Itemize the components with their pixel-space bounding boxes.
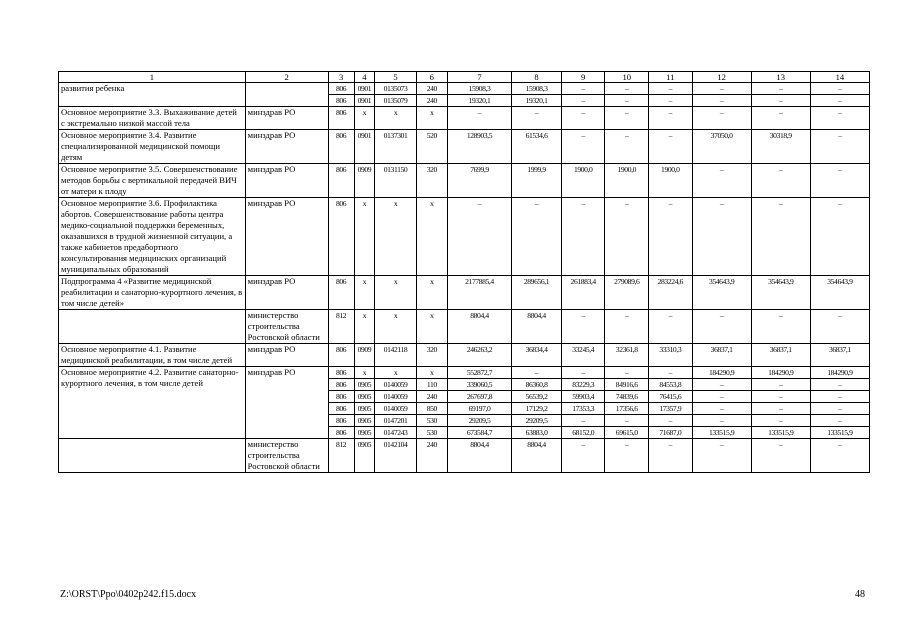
value-cell: 61534,6	[512, 130, 562, 164]
measure-name-cell: Основное мероприятие 4.2. Развитие санаторно-курортного лечения, в том числе детей	[59, 367, 246, 439]
value-cell: 0905	[354, 379, 375, 391]
value-cell: 86360,8	[512, 379, 562, 391]
value-cell: 84916,6	[605, 379, 649, 391]
value-cell: 69615,0	[605, 427, 649, 439]
measure-name-cell: Подпрограмма 4 «Развитие медицинской реабилитации и санаторно-курортного лечения, в том числе детей»	[59, 276, 246, 310]
value-cell: 2177885,4	[447, 276, 511, 310]
header-cell: 1	[59, 72, 246, 83]
table-row	[59, 344, 870, 367]
value-cell: 15908,3	[512, 83, 562, 95]
value-cell: 0909	[354, 344, 375, 367]
value-cell: –	[751, 83, 810, 95]
executor-cell	[245, 83, 328, 107]
header-cell: 3	[328, 72, 354, 83]
value-cell: 0137301	[375, 130, 416, 164]
value-cell: –	[810, 198, 869, 276]
value-cell: –	[561, 415, 605, 427]
value-cell: 36837,1	[810, 344, 869, 367]
value-cell: 0140059	[375, 379, 416, 391]
value-cell: –	[447, 198, 511, 276]
value-cell: 36837,1	[692, 344, 751, 367]
value-cell: 240	[416, 95, 447, 107]
value-cell: х	[416, 367, 447, 379]
value-cell: –	[605, 198, 649, 276]
header-cell: 10	[605, 72, 649, 83]
footer-page-number: 48	[855, 589, 865, 600]
executor-cell: минздрав РО	[245, 198, 328, 276]
value-cell: –	[751, 391, 810, 403]
value-cell: 806	[328, 83, 354, 95]
executor-cell: минздрав РО	[245, 344, 328, 367]
footer-filename: Z:\ORST\Ppo\0402p242.f15.docx	[60, 589, 197, 600]
value-cell: –	[810, 95, 869, 107]
value-cell: –	[512, 367, 562, 379]
value-cell: х	[354, 276, 375, 310]
value-cell: –	[561, 367, 605, 379]
value-cell: 184290,9	[751, 367, 810, 379]
value-cell: –	[810, 83, 869, 95]
value-cell: 0140059	[375, 391, 416, 403]
value-cell: –	[649, 130, 693, 164]
table-row	[59, 107, 870, 130]
header-cell: 14	[810, 72, 869, 83]
value-cell: 36834,4	[512, 344, 562, 367]
value-cell: –	[751, 95, 810, 107]
value-cell: –	[751, 403, 810, 415]
value-cell: 320	[416, 164, 447, 198]
value-cell: 673584,7	[447, 427, 511, 439]
value-cell: 32361,8	[605, 344, 649, 367]
value-cell: 128903,5	[447, 130, 511, 164]
value-cell: 0147201	[375, 415, 416, 427]
value-cell: х	[354, 367, 375, 379]
value-cell: 1900,0	[649, 164, 693, 198]
budget-table	[58, 71, 870, 473]
value-cell: х	[416, 310, 447, 344]
value-cell: –	[649, 415, 693, 427]
value-cell: 0905	[354, 403, 375, 415]
value-cell: х	[416, 107, 447, 130]
header-cell: 11	[649, 72, 693, 83]
value-cell: –	[810, 403, 869, 415]
value-cell: 0147243	[375, 427, 416, 439]
value-cell: 8804,4	[447, 439, 511, 473]
value-cell: –	[649, 367, 693, 379]
value-cell: 84553,8	[649, 379, 693, 391]
value-cell: 1900,0	[561, 164, 605, 198]
value-cell: 17353,3	[561, 403, 605, 415]
value-cell: –	[810, 379, 869, 391]
value-cell: –	[561, 130, 605, 164]
value-cell: 33245,4	[561, 344, 605, 367]
value-cell: –	[692, 415, 751, 427]
value-cell: 63883,0	[512, 427, 562, 439]
value-cell: 0135073	[375, 83, 416, 95]
value-cell: 184290,9	[692, 367, 751, 379]
value-cell: 261883,4	[561, 276, 605, 310]
value-cell: 83229,3	[561, 379, 605, 391]
value-cell: –	[810, 391, 869, 403]
value-cell: 17357,9	[649, 403, 693, 415]
value-cell: 19320,1	[512, 95, 562, 107]
value-cell: 1900,0	[605, 164, 649, 198]
table-row	[59, 198, 870, 276]
value-cell: 240	[416, 83, 447, 95]
value-cell: –	[692, 439, 751, 473]
value-cell: 59903,4	[561, 391, 605, 403]
measure-name-cell: Основное мероприятие 3.4. Развитие специализированной медицинской помощи детям	[59, 130, 246, 164]
value-cell: –	[605, 83, 649, 95]
value-cell: 33310,3	[649, 344, 693, 367]
value-cell: х	[375, 367, 416, 379]
value-cell: 184290,9	[810, 367, 869, 379]
value-cell: 806	[328, 415, 354, 427]
value-cell: 133515,9	[692, 427, 751, 439]
value-cell: 17129,2	[512, 403, 562, 415]
value-cell: –	[692, 198, 751, 276]
value-cell: 806	[328, 403, 354, 415]
executor-cell: минздрав РО	[245, 276, 328, 310]
value-cell: 240	[416, 439, 447, 473]
header-cell: 9	[561, 72, 605, 83]
value-cell: 0131150	[375, 164, 416, 198]
value-cell: 19320,1	[447, 95, 511, 107]
value-cell: 8804,4	[512, 439, 562, 473]
value-cell: 806	[328, 427, 354, 439]
value-cell: 246263,2	[447, 344, 511, 367]
value-cell: 339060,5	[447, 379, 511, 391]
value-cell: 283224,6	[649, 276, 693, 310]
value-cell: 806	[328, 367, 354, 379]
measure-name-cell: Основное мероприятие 4.1. Развитие медицинской реабилитации, в том числе детей	[59, 344, 246, 367]
value-cell: –	[692, 310, 751, 344]
executor-cell: министерство строительства Ростовской области	[245, 310, 328, 344]
value-cell: –	[751, 415, 810, 427]
value-cell: –	[692, 95, 751, 107]
value-cell: 0142104	[375, 439, 416, 473]
value-cell: 806	[328, 344, 354, 367]
executor-cell: минздрав РО	[245, 130, 328, 164]
value-cell: 8804,4	[447, 310, 511, 344]
value-cell: х	[375, 276, 416, 310]
value-cell: 0135079	[375, 95, 416, 107]
value-cell: –	[751, 310, 810, 344]
value-cell: х	[354, 198, 375, 276]
value-cell: 74839,6	[605, 391, 649, 403]
value-cell: 110	[416, 379, 447, 391]
value-cell: 0905	[354, 427, 375, 439]
value-cell: 806	[328, 130, 354, 164]
value-cell: –	[649, 95, 693, 107]
value-cell: 320	[416, 344, 447, 367]
measure-name-cell	[59, 439, 246, 473]
executor-cell: минздрав РО	[245, 164, 328, 198]
table-row	[59, 83, 870, 95]
value-cell: 806	[328, 276, 354, 310]
value-cell: 7699,9	[447, 164, 511, 198]
value-cell: 68152,0	[561, 427, 605, 439]
value-cell: –	[751, 379, 810, 391]
value-cell: 0905	[354, 391, 375, 403]
value-cell: –	[512, 198, 562, 276]
value-cell: 289656,1	[512, 276, 562, 310]
value-cell: –	[561, 83, 605, 95]
value-cell: 0905	[354, 415, 375, 427]
value-cell: –	[561, 198, 605, 276]
value-cell: 0909	[354, 164, 375, 198]
value-cell: 36837,1	[751, 344, 810, 367]
value-cell: х	[375, 198, 416, 276]
value-cell: 133515,9	[810, 427, 869, 439]
value-cell: 0140059	[375, 403, 416, 415]
value-cell: –	[810, 310, 869, 344]
value-cell: х	[354, 310, 375, 344]
header-cell: 5	[375, 72, 416, 83]
value-cell: –	[561, 310, 605, 344]
value-cell: 806	[328, 164, 354, 198]
value-cell: –	[561, 107, 605, 130]
value-cell: –	[692, 107, 751, 130]
value-cell: –	[810, 415, 869, 427]
value-cell: –	[649, 310, 693, 344]
value-cell: –	[692, 391, 751, 403]
value-cell: –	[692, 403, 751, 415]
value-cell: –	[561, 95, 605, 107]
value-cell: –	[649, 83, 693, 95]
value-cell: 240	[416, 391, 447, 403]
value-cell: 69197,0	[447, 403, 511, 415]
value-cell: –	[810, 107, 869, 130]
table-row	[59, 367, 870, 379]
value-cell: х	[416, 198, 447, 276]
value-cell: –	[605, 130, 649, 164]
value-cell: х	[375, 310, 416, 344]
value-cell: –	[605, 310, 649, 344]
value-cell: 354643,9	[810, 276, 869, 310]
value-cell: –	[605, 415, 649, 427]
header-row	[59, 72, 870, 83]
value-cell: 850	[416, 403, 447, 415]
value-cell: 30318,9	[751, 130, 810, 164]
value-cell: –	[751, 198, 810, 276]
executor-cell: минздрав РО	[245, 107, 328, 130]
value-cell: –	[751, 107, 810, 130]
value-cell: 806	[328, 198, 354, 276]
measure-name-cell: Основное мероприятие 3.5. Совершенствование методов борьбы с вертикальной передачей ВИЧ от матери к плоду	[59, 164, 246, 198]
value-cell: –	[605, 95, 649, 107]
header-cell: 8	[512, 72, 562, 83]
value-cell: –	[605, 439, 649, 473]
value-cell: –	[605, 367, 649, 379]
value-cell: 806	[328, 379, 354, 391]
executor-cell: минздрав РО	[245, 367, 328, 439]
value-cell: 15908,3	[447, 83, 511, 95]
measure-name-cell: Основное мероприятие 3.6. Профилактика абортов. Совершенствование работы центра медико-социальной поддержки беременных, оказавшихся в трудной жизненной ситуации, а также кабинетов предабортного консультирования медицинских организаций муниципальных образований	[59, 198, 246, 276]
value-cell: 279089,6	[605, 276, 649, 310]
value-cell: –	[810, 439, 869, 473]
header-cell: 7	[447, 72, 511, 83]
value-cell: 806	[328, 95, 354, 107]
value-cell: х	[375, 107, 416, 130]
value-cell: 267697,8	[447, 391, 511, 403]
value-cell: –	[561, 439, 605, 473]
executor-cell: министерство строительства Ростовской области	[245, 439, 328, 473]
value-cell: 354643,9	[751, 276, 810, 310]
measure-name-cell: развития ребенка	[59, 83, 246, 107]
value-cell: 812	[328, 310, 354, 344]
value-cell: 520	[416, 130, 447, 164]
header-cell: 12	[692, 72, 751, 83]
value-cell: 37050,0	[692, 130, 751, 164]
value-cell: –	[649, 439, 693, 473]
header-cell: 13	[751, 72, 810, 83]
value-cell: 530	[416, 427, 447, 439]
header-cell: 2	[245, 72, 328, 83]
value-cell: 133515,9	[751, 427, 810, 439]
value-cell: –	[512, 107, 562, 130]
value-cell: –	[692, 379, 751, 391]
value-cell: –	[810, 164, 869, 198]
value-cell: 1999,9	[512, 164, 562, 198]
value-cell: –	[692, 83, 751, 95]
value-cell: х	[416, 276, 447, 310]
measure-name-cell: Основное мероприятие 3.3. Выхаживание детей с экстремально низкой массой тела	[59, 107, 246, 130]
value-cell: –	[751, 439, 810, 473]
value-cell: 0905	[354, 439, 375, 473]
value-cell: 0901	[354, 95, 375, 107]
value-cell: 56539,2	[512, 391, 562, 403]
value-cell: 354643,9	[692, 276, 751, 310]
table-row	[59, 310, 870, 344]
value-cell: 552872,7	[447, 367, 511, 379]
value-cell: –	[649, 198, 693, 276]
value-cell: 0142118	[375, 344, 416, 367]
value-cell: 29209,5	[447, 415, 511, 427]
value-cell: 806	[328, 107, 354, 130]
table-row	[59, 130, 870, 164]
value-cell: –	[692, 164, 751, 198]
value-cell: 530	[416, 415, 447, 427]
value-cell: 806	[328, 391, 354, 403]
value-cell: 8804,4	[512, 310, 562, 344]
measure-name-cell	[59, 310, 246, 344]
value-cell: –	[810, 130, 869, 164]
value-cell: –	[649, 107, 693, 130]
table-row	[59, 164, 870, 198]
value-cell: 0901	[354, 130, 375, 164]
value-cell: 0901	[354, 83, 375, 95]
value-cell: 29209,5	[512, 415, 562, 427]
table-row	[59, 276, 870, 310]
value-cell: 76415,6	[649, 391, 693, 403]
value-cell: 17356,6	[605, 403, 649, 415]
value-cell: –	[447, 107, 511, 130]
header-cell: 6	[416, 72, 447, 83]
header-cell: 4	[354, 72, 375, 83]
value-cell: –	[751, 164, 810, 198]
value-cell: х	[354, 107, 375, 130]
table-row	[59, 439, 870, 473]
value-cell: 71687,0	[649, 427, 693, 439]
value-cell: –	[605, 107, 649, 130]
value-cell: 812	[328, 439, 354, 473]
